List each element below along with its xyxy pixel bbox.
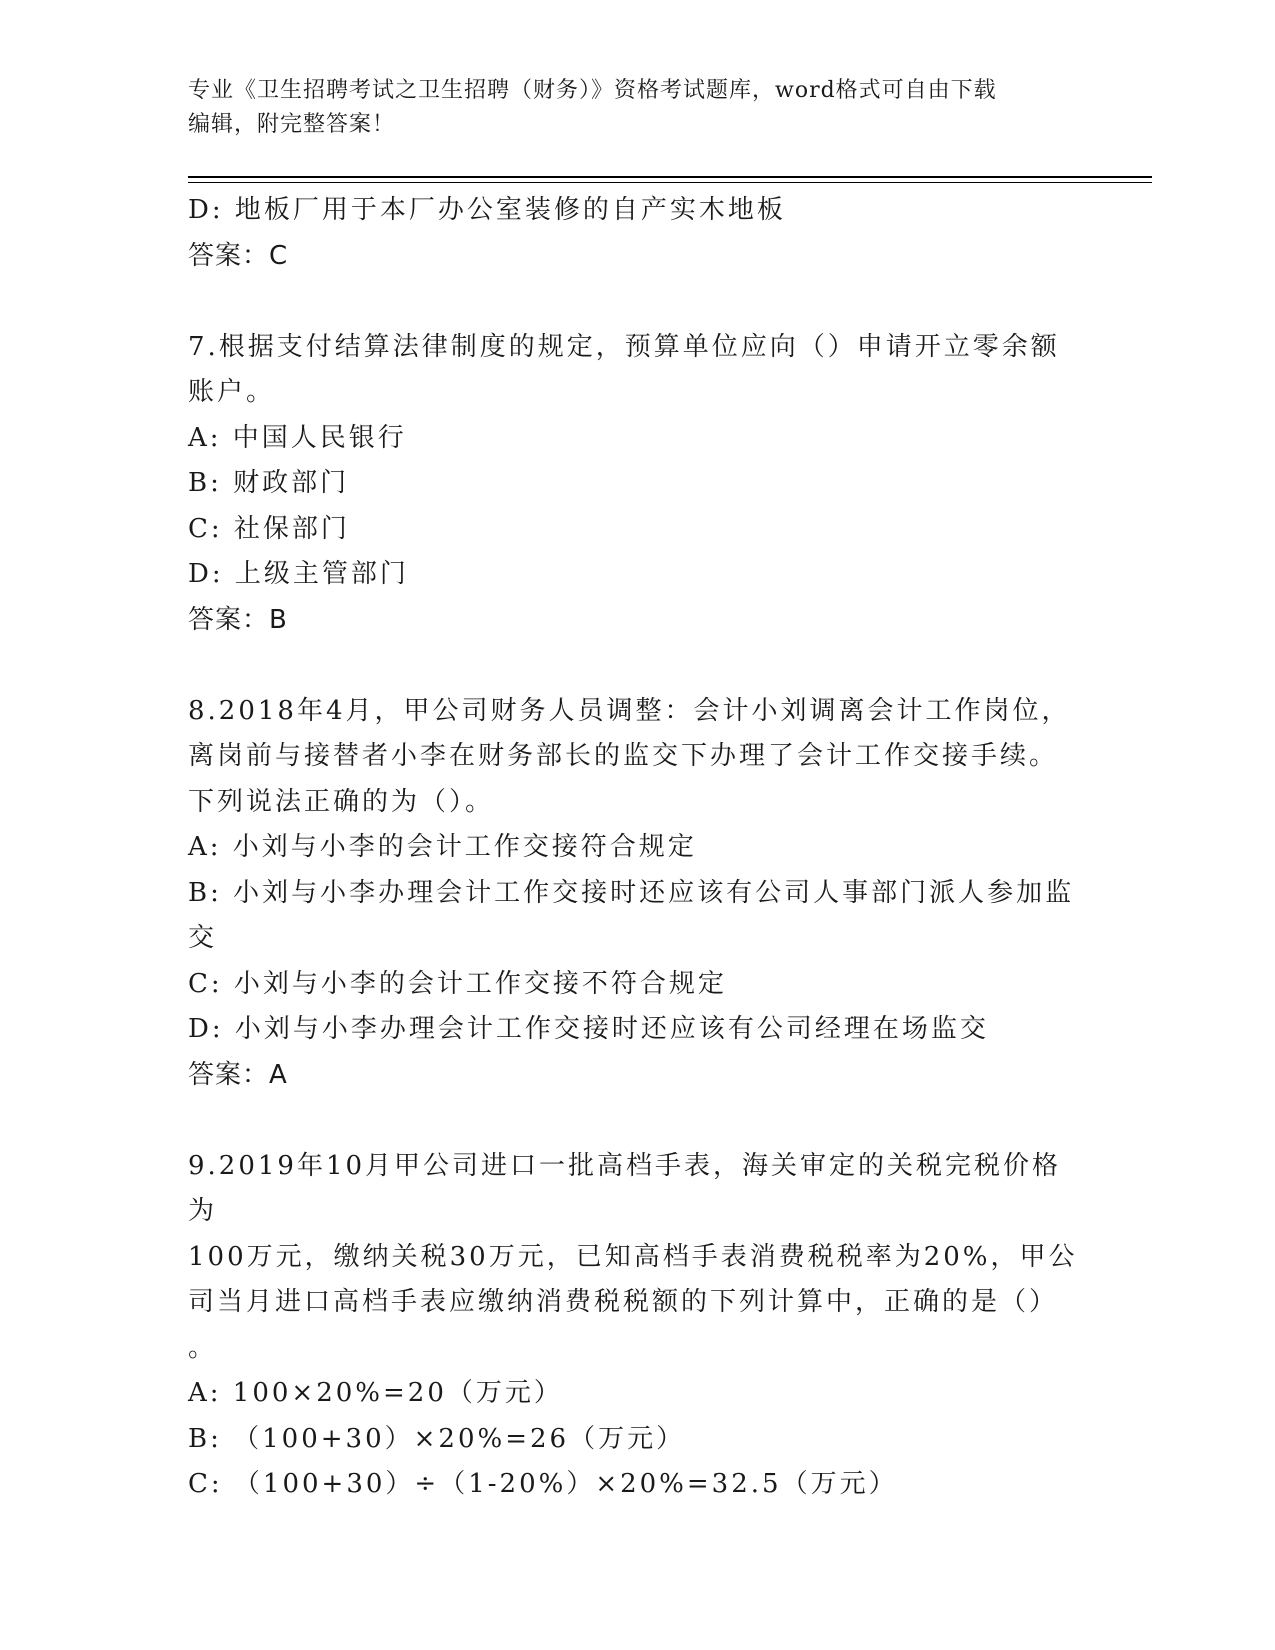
header-line-1: 专业《卫生招聘考试之卫生招聘（财务）》资格考试题库，word格式可自由下载 [188, 78, 997, 103]
header-divider-thick [188, 176, 1152, 178]
q8-option-b-line-2: 交 [188, 923, 218, 953]
q6-answer: 答案：C [188, 240, 289, 271]
q8-stem-line-3: 下列说法正确的为（）。 [188, 786, 495, 817]
q8-stem-line-1: 8.2018年4月，甲公司财务人员调整：会计小刘调离会计工作岗位， [188, 695, 1071, 726]
document-body [188, 188, 1088, 1508]
q9-option-b: B: （100+30）×20%=26（万元） [188, 1423, 686, 1454]
q9-option-a: A: 100×20%=20（万元） [188, 1378, 563, 1408]
q9-stem-line-3: 司当月进口高档手表应缴纳消费税税额的下列计算中，正确的是（） [188, 1287, 1059, 1317]
document-header [188, 74, 1088, 142]
header-line-2: 编辑，附完整答案！ [188, 112, 396, 137]
q8-option-d: D: 小刘与小李办理会计工作交接时还应该有公司经理在场监交 [188, 1014, 989, 1044]
q7-stem-line-2: 账户。 [188, 377, 276, 407]
question-8 [188, 689, 1088, 1099]
question-7 [188, 325, 1088, 644]
q9-stem-line-2: 100万元，缴纳关税30万元，已知高档手表消费税税率为20%，甲公 [188, 1241, 1078, 1272]
q8-option-a: A: 小刘与小李的会计工作交接符合规定 [188, 832, 697, 862]
q7-option-b: B: 财政部门 [188, 468, 350, 498]
q9-stem-line-4: 。 [188, 1332, 218, 1363]
q8-answer: 答案：A [188, 1059, 288, 1090]
q7-option-c: C: 社保部门 [188, 513, 350, 544]
q7-stem-line-1: 7.根据支付结算法律制度的规定，预算单位应向（）申请开立零余额 [188, 331, 1060, 362]
q7-option-d: D: 上级主管部门 [188, 559, 409, 589]
q6-option-d: D: 地板厂用于本厂办公室装修的自产实木地板 [188, 195, 786, 225]
q7-option-a: A: 中国人民银行 [188, 422, 407, 453]
question-6 [188, 188, 1088, 279]
q9-stem-line-1: 9.2019年10月甲公司进口一批高档手表，海关审定的关税完税价格为 [188, 1150, 1062, 1226]
q8-option-c: C: 小刘与小李的会计工作交接不符合规定 [188, 968, 727, 999]
question-9 [188, 1144, 1088, 1508]
q8-option-b-line-1: B: 小刘与小李办理会计工作交接时还应该有公司人事部门派人参加监 [188, 877, 1075, 908]
q7-answer: 答案：B [188, 604, 288, 635]
q8-stem-line-2: 离岗前与接替者小李在财务部长的监交下办理了会计工作交接手续。 [188, 741, 1059, 771]
q9-option-c: C: （100+30）÷（1-20%）×20%=32.5（万元） [188, 1469, 898, 1499]
header-divider-thin [188, 182, 1152, 183]
